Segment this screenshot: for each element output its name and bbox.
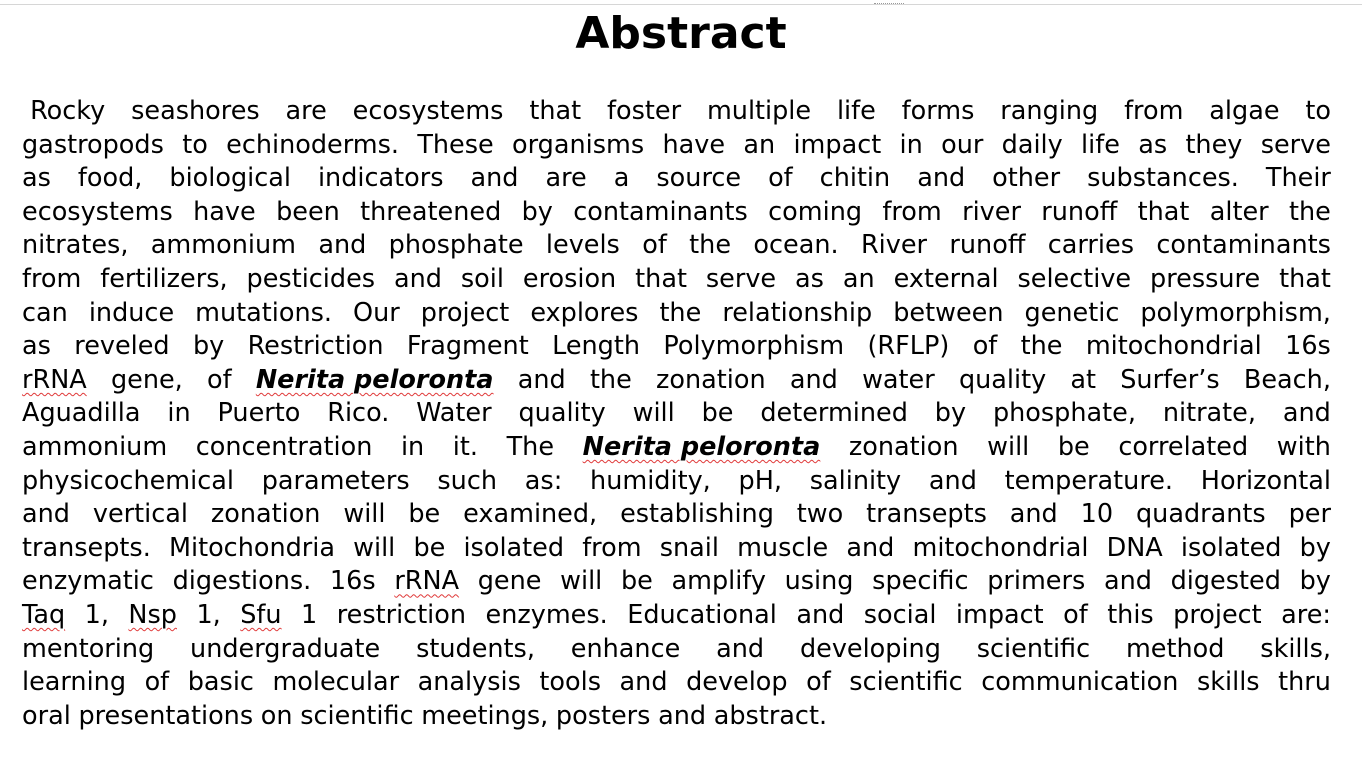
word: from (882, 196, 942, 227)
word: contaminants (1156, 230, 1331, 261)
word: scientific (849, 667, 963, 698)
word: establishing (620, 499, 774, 530)
word: communication (981, 667, 1179, 698)
word: it. (452, 431, 478, 462)
word: mentoring (22, 633, 155, 664)
word: temperature. (1004, 465, 1174, 496)
word: be (408, 499, 441, 530)
word: vertical (92, 499, 188, 530)
word: molecular (272, 667, 400, 698)
word: such (437, 465, 498, 496)
word: substances. (1087, 163, 1239, 194)
text-line (22, 498, 1331, 532)
word: and (470, 163, 519, 194)
word: skills, (1260, 633, 1331, 664)
word: and (393, 263, 442, 294)
word: River (860, 230, 928, 261)
word: DNA (1106, 532, 1163, 563)
word: Their (1265, 163, 1331, 194)
word: source (656, 163, 742, 194)
word: analysis (417, 667, 521, 698)
word: life (1081, 129, 1120, 160)
word: the (1020, 331, 1063, 362)
word: ecosystems (22, 196, 173, 227)
word: Aguadilla (22, 398, 141, 429)
word: isolated (1180, 532, 1282, 563)
word: and (1282, 398, 1331, 429)
word: they (1185, 129, 1243, 160)
word: explores (530, 297, 639, 328)
word: will (353, 532, 396, 563)
text-line (22, 330, 1331, 364)
word: zonation (210, 499, 321, 530)
word: forms (901, 96, 975, 126)
word: reveled (74, 331, 170, 362)
word: as (795, 263, 824, 294)
word: and (22, 499, 70, 530)
word: specific (872, 566, 969, 597)
text-line (22, 633, 1331, 667)
word: by (192, 331, 225, 362)
word: learning (22, 667, 127, 698)
word: the (1288, 196, 1331, 227)
word: have (662, 129, 726, 160)
word: that (1137, 196, 1190, 227)
word: will (987, 431, 1030, 462)
text-line (22, 162, 1331, 196)
word: serve (1260, 129, 1331, 160)
word: presentations (78, 700, 254, 731)
word: scientific (976, 633, 1091, 664)
word: Puerto (217, 398, 301, 429)
word: and (716, 633, 765, 664)
species-name: Nerita peloronta (582, 431, 821, 462)
word: multiple (706, 96, 812, 126)
word: mitochondrial (1085, 331, 1262, 362)
word: and (796, 599, 845, 630)
text-line (22, 397, 1331, 431)
word: ammonium (22, 431, 168, 462)
word: and (928, 465, 977, 496)
word: of (207, 364, 232, 395)
text-line (22, 263, 1331, 297)
word: relationship (722, 297, 873, 328)
word: that (529, 96, 582, 126)
word: primers (987, 566, 1086, 597)
word: impact (793, 129, 882, 160)
word: tools (539, 667, 601, 698)
word: 10 (1080, 499, 1114, 530)
word: 1 (301, 599, 318, 630)
word: soil (460, 263, 504, 294)
word: Polymorphism (663, 331, 845, 362)
word: the (659, 297, 702, 328)
word: pressure (1150, 263, 1261, 294)
word: pesticides (246, 263, 376, 294)
word: scientific (300, 700, 414, 731)
word: Water (416, 398, 492, 429)
abstract-title: Abstract (575, 8, 787, 59)
word: students, (416, 633, 535, 664)
word: 1, (196, 599, 221, 630)
word: and (789, 364, 838, 395)
word: meetings, (421, 700, 549, 731)
word: The (506, 431, 555, 462)
word: and (846, 532, 895, 563)
word: Beach, (1243, 364, 1331, 395)
word: and (517, 364, 566, 395)
word: determined (760, 398, 908, 429)
word: Horizontal (1200, 465, 1331, 496)
word: nitrate, (1162, 398, 1256, 429)
word: examined, (463, 499, 598, 530)
word: coming (768, 196, 863, 227)
word: be (701, 398, 734, 429)
word: enzymes. (485, 599, 608, 630)
page-top-border (0, 4, 1362, 5)
word: transepts (866, 499, 987, 530)
word: quality (518, 398, 606, 429)
word: enzymatic (22, 566, 154, 597)
word: foster (607, 96, 682, 126)
word: biological (169, 163, 291, 194)
text-line (22, 666, 1331, 700)
word: as (1138, 129, 1168, 160)
word: develop (686, 667, 788, 698)
word: a (613, 163, 630, 194)
word: chitin (819, 163, 891, 194)
word: will (343, 499, 386, 530)
text-line (22, 129, 1331, 163)
word: amplify (671, 566, 766, 597)
word: external (893, 263, 999, 294)
word: that (1279, 263, 1331, 294)
word: impact (955, 599, 1044, 630)
word: been (276, 196, 340, 227)
word: of (642, 230, 667, 261)
word: and (917, 163, 966, 194)
word: as (22, 163, 51, 194)
word: food, (77, 163, 143, 194)
word: concentration (195, 431, 373, 462)
word: developing (799, 633, 941, 664)
word: our (941, 129, 984, 160)
word: by (521, 196, 553, 227)
word: gene, (110, 364, 183, 395)
word: on (260, 700, 293, 731)
word: and (658, 700, 707, 731)
word: 16s (329, 566, 376, 597)
word: digestions. (172, 566, 312, 597)
word: organisms (512, 129, 645, 160)
word: are (285, 96, 327, 126)
word: are (545, 163, 587, 194)
word: and (318, 230, 367, 261)
word: two (796, 499, 844, 530)
word: polymorphism, (1140, 297, 1331, 328)
abstract-paragraph (22, 95, 1331, 733)
word: Fragment (406, 331, 529, 362)
flagged-word: Sfu (240, 599, 282, 630)
word: can (22, 297, 68, 328)
word: mutations. (195, 297, 333, 328)
word: induce (88, 297, 175, 328)
word: be (620, 566, 653, 597)
word: using (784, 566, 854, 597)
word: ranging (1000, 96, 1099, 126)
word: oral (22, 700, 71, 731)
word: with (1276, 431, 1331, 462)
text-line (22, 229, 1331, 263)
word: have (193, 196, 256, 227)
word: fertilizers, (100, 263, 228, 294)
text-line (22, 196, 1331, 230)
word: humidity, (590, 465, 711, 496)
word: 1, (84, 599, 109, 630)
word: project (420, 297, 510, 328)
word: threatened (360, 196, 502, 227)
text-line (22, 95, 1331, 129)
word: algae (1209, 96, 1280, 126)
flagged-word: Taq (22, 599, 66, 630)
word: correlated (1118, 431, 1249, 462)
word: to (1305, 96, 1331, 126)
flagged-word: rRNA (22, 364, 87, 395)
text-line (22, 599, 1331, 633)
word: (RFLP) (867, 331, 950, 362)
word: from (582, 532, 642, 563)
word: posters (555, 700, 651, 731)
word: of (972, 331, 998, 362)
word: alter (1209, 196, 1269, 227)
word: transepts. (22, 532, 151, 563)
word: in (400, 431, 425, 462)
word: abstract. (713, 700, 828, 731)
word: at (1070, 364, 1097, 395)
word: of (144, 667, 170, 698)
word: basic (187, 667, 254, 698)
word: the (589, 364, 632, 395)
word: gastropods (22, 129, 164, 160)
page-top-marker (874, 0, 904, 4)
word: These (417, 129, 494, 160)
word: per (1288, 499, 1331, 530)
text-line (22, 532, 1331, 566)
flagged-word: Nsp (128, 599, 177, 630)
word: contaminants (573, 196, 748, 227)
word: runoff (949, 230, 1026, 261)
text-line (22, 465, 1331, 499)
word: quadrants (1135, 499, 1266, 530)
word: as (22, 331, 51, 362)
word: of (806, 667, 831, 698)
word: echinoderms. (226, 129, 399, 160)
word: this (1107, 599, 1154, 630)
word: Restriction (247, 331, 384, 362)
word: pH, (738, 465, 782, 496)
word: in (899, 129, 923, 160)
word: project (1173, 599, 1262, 630)
word: parameters (261, 465, 410, 496)
word: that (635, 263, 687, 294)
text-line (22, 700, 1331, 734)
text-line (22, 297, 1331, 331)
word: erosion (522, 263, 617, 294)
word: and (619, 667, 668, 698)
word: ocean. (753, 230, 839, 261)
word: will (632, 398, 675, 429)
word: water (862, 364, 935, 395)
word: are: (1281, 599, 1331, 630)
word: seashores (131, 96, 260, 126)
flagged-word: rRNA (394, 566, 460, 597)
word: phosphate, (992, 398, 1136, 429)
word: from (1124, 96, 1184, 126)
word: 16s (1285, 331, 1331, 362)
word: in (167, 398, 191, 429)
word: daily (1001, 129, 1063, 160)
word: other (992, 163, 1061, 194)
word: will (560, 566, 603, 597)
word: of (1063, 599, 1088, 630)
word: gene (477, 566, 542, 597)
word: by (934, 398, 967, 429)
word: river (962, 196, 1021, 227)
word: thru (1278, 667, 1331, 698)
word: mitochondrial (912, 532, 1089, 563)
word: serve (705, 263, 777, 294)
word: zonation (656, 364, 766, 395)
word: Our (353, 297, 400, 328)
word: Educational (627, 599, 777, 630)
word: an (743, 129, 776, 160)
word: nitrates, (22, 230, 129, 261)
word: carries (1047, 230, 1134, 261)
word: be (1057, 431, 1090, 462)
word: skills (1196, 667, 1260, 698)
word: Rico. (327, 398, 390, 429)
word: by (1299, 532, 1331, 563)
word: Mitochondria (168, 532, 335, 563)
word: ammonium (150, 230, 296, 261)
word: be (413, 532, 446, 563)
word: phosphate (388, 230, 524, 261)
word: muscle (737, 532, 829, 563)
word: physicochemical (22, 465, 234, 496)
word: from (22, 263, 82, 294)
text-line (22, 364, 1331, 398)
word: to (182, 129, 208, 160)
word: runoff (1041, 196, 1118, 227)
word: of (768, 163, 793, 194)
word: indicators (317, 163, 444, 194)
word: snail (659, 532, 719, 563)
word: social (863, 599, 937, 630)
word: Surfer’s (1120, 364, 1220, 395)
word: life (836, 96, 876, 126)
word: Length (552, 331, 641, 362)
word: isolated (463, 532, 565, 563)
word: quality (958, 364, 1047, 395)
word: genetic (1024, 297, 1120, 328)
species-name: Nerita peloronta (255, 364, 494, 395)
word: an (842, 263, 875, 294)
word: undergraduate (190, 633, 381, 664)
word: method (1125, 633, 1225, 664)
text-line (22, 431, 1331, 465)
word: zonation (848, 431, 959, 462)
word: the (689, 230, 732, 261)
word: between (893, 297, 1004, 328)
word: Rocky (22, 96, 106, 126)
word: by (1299, 566, 1331, 597)
word: selective (1017, 263, 1132, 294)
word: ecosystems (352, 96, 504, 126)
word: as: (524, 465, 563, 496)
word: levels (545, 230, 620, 261)
word: salinity (809, 465, 902, 496)
word: enhance (570, 633, 681, 664)
word: digested (1170, 566, 1281, 597)
word: restriction (336, 599, 467, 630)
text-line (22, 565, 1331, 599)
word: and (1009, 499, 1058, 530)
word: and (1103, 566, 1152, 597)
